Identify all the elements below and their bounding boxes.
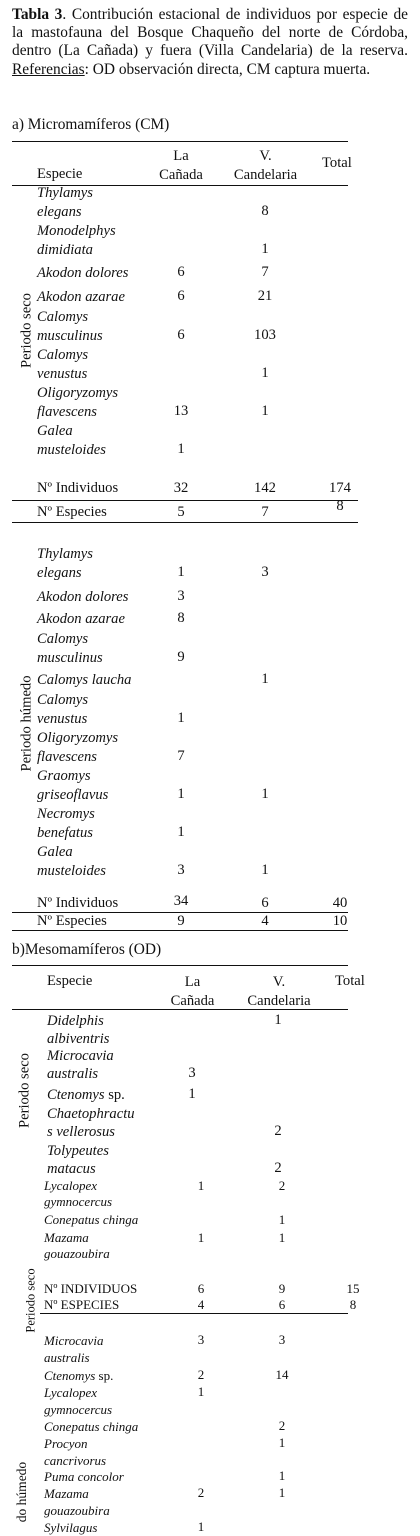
value-la-canada: 1 (197, 1230, 205, 1245)
species-name (47, 1086, 125, 1104)
value-candelaria: 1 (261, 862, 269, 878)
species-suffix: sp. (104, 1087, 125, 1103)
species-name (37, 545, 93, 583)
species-name (37, 288, 125, 307)
species-name-line: flavescens (37, 749, 97, 765)
totals-individuos-label: Nº Individuos (37, 895, 119, 911)
species-name-line: Calomys (37, 692, 89, 708)
header-especie: Especie (47, 973, 93, 989)
species-name-line: musteloides (37, 863, 106, 879)
species-name (44, 1468, 124, 1485)
species-name-line: elegans (37, 204, 82, 220)
bottom-rule-micro (12, 930, 348, 931)
species-name-line: elegans (37, 565, 82, 581)
species-name (44, 1178, 112, 1210)
species-name-line: Calomys (37, 631, 89, 647)
value-la-canada: 3 (177, 862, 185, 878)
species-name-line: Lycalopex (44, 1178, 98, 1193)
totals-especies-la-canada: 5 (177, 504, 185, 520)
header-total: Total (322, 155, 352, 171)
species-name (37, 588, 128, 607)
totals-especies-total: 8 (336, 498, 344, 514)
value-candelaria: 1 (278, 1468, 286, 1483)
species-name-line: Microcavia (44, 1333, 104, 1348)
totals-especies-la-canada: 4 (197, 1297, 205, 1312)
species-name-line: Sylvilagus (44, 1520, 98, 1535)
species-name (37, 805, 95, 843)
value-la-canada: 13 (173, 403, 189, 419)
species-name (47, 1142, 109, 1178)
species-name-line: musculinus (37, 650, 103, 666)
value-candelaria: 3 (261, 564, 269, 580)
species-name-line: Chaetophractu (47, 1106, 135, 1122)
species-name-line: s vellerosus (47, 1124, 115, 1140)
caption-ref-label: Referencias (12, 60, 85, 78)
species-name-line: Mazama (44, 1230, 89, 1245)
species-name-line: Calomys (37, 309, 89, 325)
totals-especies-la-canada: 9 (177, 913, 185, 929)
value-candelaria: 3 (278, 1332, 286, 1347)
totals-individuos-la-canada: 6 (197, 1281, 205, 1296)
species-name (37, 671, 131, 690)
value-la-canada: 1 (177, 824, 185, 840)
species-name-line: Akodon azarae (37, 289, 125, 305)
species-name-line: gouazoubira (44, 1503, 110, 1518)
value-la-canada: 1 (177, 710, 185, 726)
value-candelaria: 1 (261, 671, 269, 687)
value-la-canada: 1 (197, 1384, 205, 1399)
totals-especies-candelaria: 6 (278, 1297, 286, 1312)
species-name-line: Calomys laucha (37, 672, 132, 688)
species-name-line: Conepatus chinga (44, 1419, 139, 1434)
value-la-canada: 9 (177, 649, 185, 665)
species-name (37, 222, 116, 260)
totals-individuos-total: 15 (346, 1281, 360, 1296)
species-name (37, 843, 106, 881)
period-label-seco: Periodo seco (18, 293, 35, 368)
value-candelaria: 1 (278, 1485, 286, 1500)
value-la-canada: 1 (197, 1519, 205, 1534)
value-candelaria: 103 (254, 327, 276, 343)
section-title-micro: a) Micromamíferos (CM) (12, 116, 170, 133)
species-name-line: griseoflavus (37, 787, 109, 803)
value-candelaria: 1 (261, 786, 269, 802)
header-candelaria-line2: Candelaria (233, 167, 298, 183)
species-name-line: musculinus (37, 328, 103, 344)
header-candelaria (228, 147, 303, 185)
value-la-canada: 1 (177, 786, 185, 802)
value-candelaria: 1 (278, 1230, 286, 1245)
value-la-canada: 6 (177, 327, 185, 343)
species-name-line: Akodon dolores (37, 265, 129, 281)
species-name-line: cancrivorus (44, 1453, 107, 1468)
species-name-line: Microcavia (47, 1048, 114, 1064)
value-candelaria: 1 (278, 1435, 286, 1450)
species-name (37, 264, 128, 283)
species-name-line: musteloides (37, 442, 106, 458)
value-la-canada: 1 (188, 1086, 196, 1102)
totals-individuos-total: 174 (329, 480, 351, 496)
species-name (44, 1230, 110, 1262)
species-name (37, 308, 103, 346)
species-name-line: Lycalopex (44, 1385, 98, 1400)
caption-text: . Contribución estacional de individuos por especie de la mastofauna del Bosque Chaqueño del norte de Córdoba, dentro (La Cañada) y fuera (Villa Candelaria) de la reserva. (12, 6, 408, 60)
value-candelaria: 1 (261, 241, 269, 257)
totals-especies-label: Nº Especies (37, 504, 107, 520)
species-name-line: flavescens (37, 404, 97, 420)
species-name-line: Procyon (44, 1436, 88, 1451)
header-la-canada-line1: La (173, 148, 189, 164)
species-name-line: Didelphis (47, 1013, 104, 1029)
caption-ref-text: : OD observación directa, CM captura muerta. (84, 60, 371, 78)
species-name (37, 691, 88, 729)
value-candelaria: 2 (278, 1418, 286, 1433)
totals-especies-candelaria: 7 (261, 504, 269, 520)
species-name-line: Puma concolor (44, 1469, 124, 1484)
species-name-line: gymnocercus (44, 1194, 113, 1209)
species-name (37, 422, 106, 460)
value-la-canada: 7 (177, 748, 185, 764)
species-name-line: Calomys (37, 347, 89, 363)
species-name-line: Necromys (37, 806, 95, 822)
totals-especies-candelaria: 4 (261, 913, 269, 929)
species-name-line: gymnocercus (44, 1402, 113, 1417)
species-name (44, 1519, 97, 1536)
value-candelaria: 14 (275, 1367, 289, 1382)
value-la-canada: 2 (197, 1367, 205, 1382)
value-candelaria: 1 (261, 365, 269, 381)
species-name (44, 1485, 110, 1519)
species-name (37, 384, 118, 422)
species-name-line: Ctenomys (47, 1087, 105, 1103)
species-name (37, 184, 93, 222)
header-la-canada-line2: Cañada (170, 993, 215, 1009)
rule-seco-ind (12, 500, 358, 501)
totals-individuos-label: Nº Individuos (37, 480, 119, 496)
value-la-canada: 3 (197, 1332, 205, 1347)
species-name-line: Galea (37, 423, 73, 439)
value-candelaria: 1 (278, 1212, 286, 1227)
value-candelaria: 2 (278, 1178, 286, 1193)
species-name-line: australis (44, 1350, 90, 1365)
value-candelaria: 1 (261, 403, 269, 419)
species-name-line: Conepatus chinga (44, 1212, 139, 1227)
value-candelaria: 2 (274, 1160, 282, 1176)
species-name-line: australis (47, 1066, 99, 1082)
species-name-line: dimidiata (37, 242, 93, 258)
rule-meso-totals (40, 1313, 348, 1314)
period-label-seco: Periodo seco (16, 1053, 33, 1128)
species-name-line: Akodon dolores (37, 589, 129, 605)
species-name-line: matacus (47, 1161, 96, 1177)
period-label-seco-2: Periodo seco (23, 1268, 38, 1333)
table-caption (12, 6, 408, 79)
species-name-line: Graomys (37, 768, 91, 784)
value-la-canada: 8 (177, 610, 185, 626)
top-rule-meso (12, 965, 348, 966)
header-la-canada-line1: La (184, 974, 201, 990)
header-la-canada (165, 973, 220, 1011)
header-candelaria-line2: Candelaria (247, 993, 311, 1009)
period-label-humedo: do húmedo (14, 1461, 29, 1523)
value-la-canada: 1 (197, 1178, 205, 1193)
species-name (44, 1435, 106, 1469)
species-name-line: albiventris (47, 1031, 110, 1047)
species-name (37, 729, 118, 767)
value-candelaria: 8 (261, 203, 269, 219)
species-name-line: Mazama (44, 1486, 89, 1501)
value-la-canada: 6 (177, 288, 185, 304)
header-candelaria-line1: V. (272, 974, 286, 990)
species-name (44, 1332, 103, 1366)
totals-individuos-label: Nº INDIVIDUOS (44, 1281, 138, 1296)
species-name (44, 1367, 113, 1384)
value-candelaria: 7 (261, 264, 269, 280)
header-rule-meso (12, 1009, 348, 1010)
species-name (44, 1418, 138, 1435)
totals-individuos-candelaria: 142 (254, 480, 276, 496)
totals-individuos-candelaria: 6 (261, 895, 269, 911)
value-la-canada: 1 (177, 564, 185, 580)
species-name (44, 1212, 138, 1228)
species-name-line: Ctenomys (44, 1368, 96, 1383)
totals-especies-total: 8 (349, 1297, 357, 1312)
species-name (44, 1384, 112, 1418)
species-name-line: Akodon azarae (37, 611, 125, 627)
value-candelaria: 1 (274, 1012, 282, 1028)
value-candelaria: 2 (274, 1123, 282, 1139)
species-name (47, 1012, 109, 1048)
species-name-line: venustus (37, 366, 88, 382)
species-name (37, 610, 125, 629)
species-name-line: gouazoubira (44, 1246, 110, 1261)
totals-especies-label: Nº ESPECIES (44, 1297, 120, 1312)
species-name (47, 1047, 114, 1083)
species-name (37, 346, 88, 384)
header-total: Total (335, 973, 365, 989)
species-name (47, 1105, 135, 1141)
value-la-canada: 3 (177, 588, 185, 604)
species-name-line: Thylamys (37, 546, 93, 562)
species-name-line: Oligoryzomys (37, 730, 119, 746)
value-la-canada: 2 (197, 1485, 205, 1500)
totals-individuos-total: 40 (332, 895, 348, 911)
section-title-meso: b)Mesomamíferos (OD) (12, 941, 162, 958)
header-candelaria (240, 973, 318, 1011)
value-candelaria: 21 (257, 288, 273, 304)
species-name-line: Oligoryzomys (37, 385, 119, 401)
header-la-canada-line2: Cañada (159, 167, 203, 183)
totals-individuos-la-canada: 34 (173, 893, 189, 909)
species-name-line: Monodelphys (37, 223, 116, 239)
species-name (37, 767, 108, 805)
species-name-line: Tolypeutes (47, 1143, 109, 1159)
period-label-humedo: Periodo húmedo (18, 675, 35, 772)
value-la-canada: 1 (177, 441, 185, 457)
header-especie: Especie (37, 166, 83, 182)
species-name-line: benefatus (37, 825, 93, 841)
top-rule-micro (12, 141, 348, 142)
totals-especies-total: 10 (332, 913, 348, 929)
rule-seco-esp (12, 522, 358, 523)
header-la-canada (150, 147, 212, 185)
totals-individuos-la-canada: 32 (173, 480, 189, 496)
species-name-line: Thylamys (37, 185, 93, 201)
species-name-line: venustus (37, 711, 88, 727)
value-la-canada: 6 (177, 264, 185, 280)
species-suffix: sp. (95, 1368, 114, 1383)
value-la-canada: 3 (188, 1065, 196, 1081)
header-candelaria-line1: V. (259, 148, 272, 164)
totals-especies-label: Nº Especies (37, 913, 107, 929)
species-name-line: Galea (37, 844, 73, 860)
totals-individuos-candelaria: 9 (278, 1281, 286, 1296)
caption-label: Tabla 3 (12, 6, 63, 23)
species-name (37, 630, 103, 668)
